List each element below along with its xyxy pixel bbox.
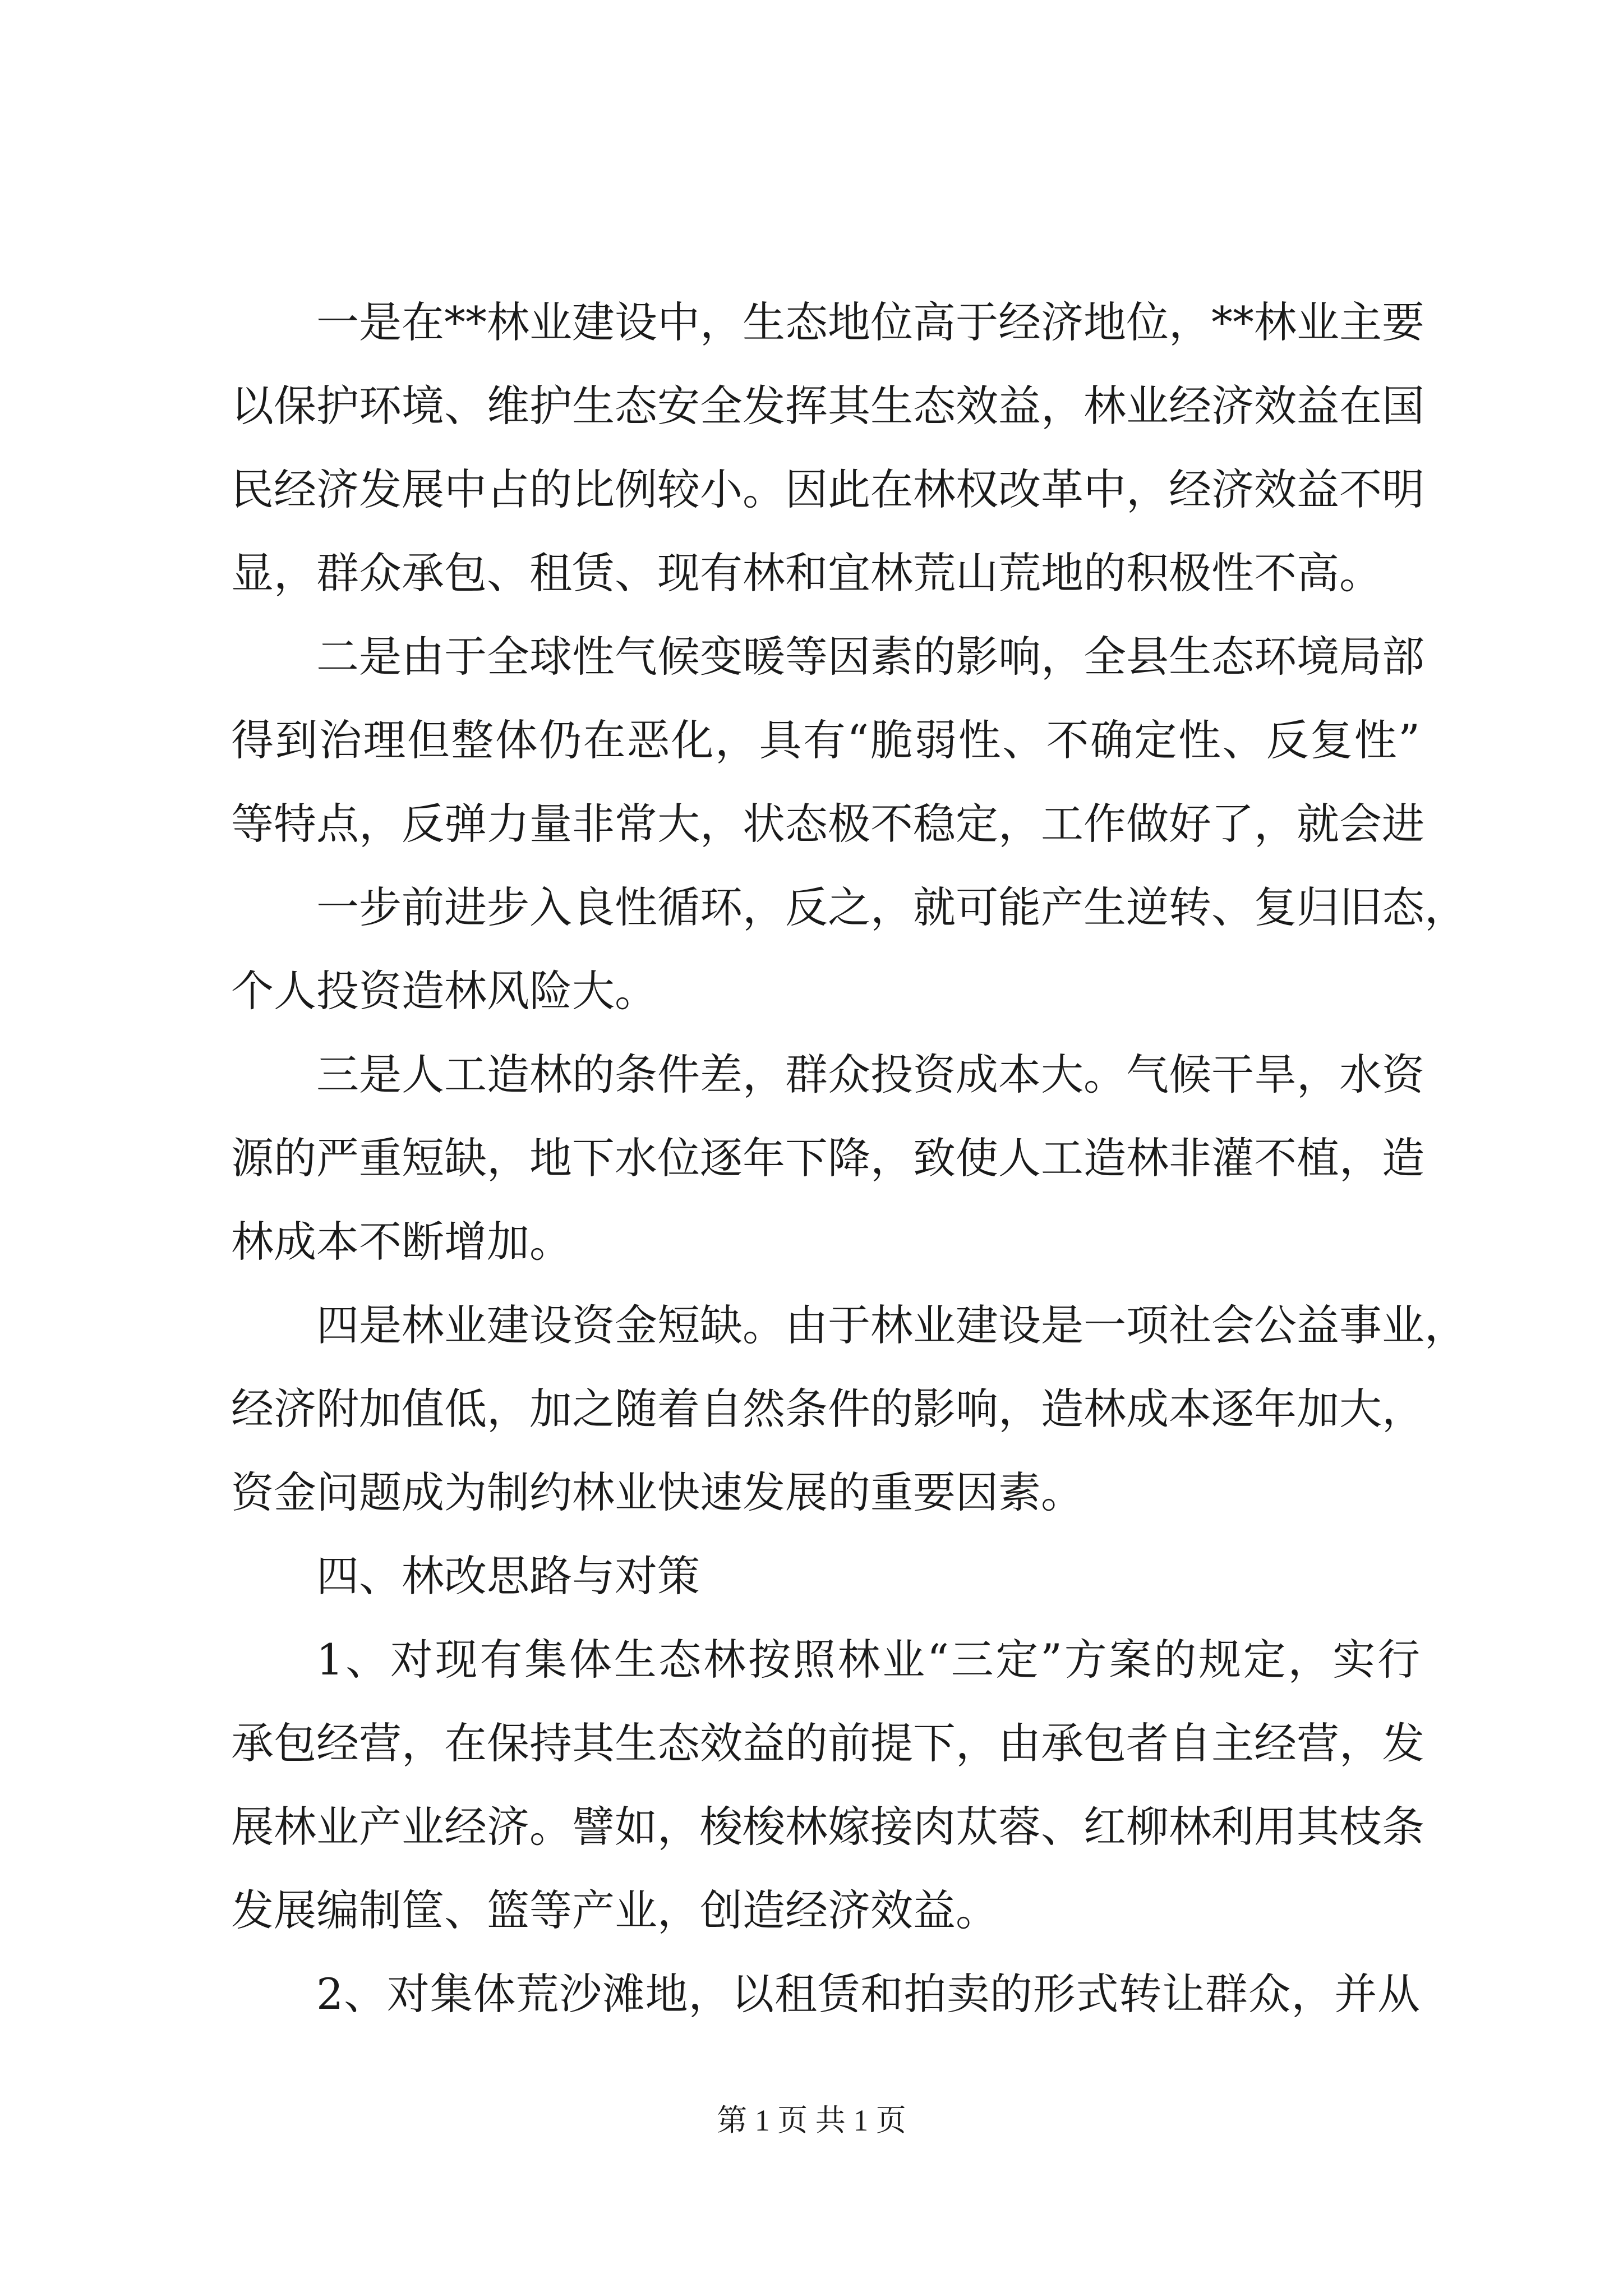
paragraph-5-line-1: 1、对现有集体生态林按照林业“三定”方案的规定，实行 — [316, 1635, 1420, 1685]
paragraph-1-line-2: 以保护环境、维护生态安全发挥其生态效益，林业经济效益在国 — [231, 381, 1424, 431]
paragraph-2-line-4: 一步前进步入良性循环，反之，就可能产生逆转、复归旧态， — [316, 882, 1467, 932]
paragraph-4-line-3: 资金问题成为制约林业快速发展的重要因素。 — [231, 1467, 1083, 1517]
paragraph-3-line-1: 三是人工造林的条件差，群众投资成本大。气候干旱，水资 — [316, 1050, 1424, 1099]
paragraph-2-line-1: 二是由于全球性气候变暖等因素的影响，全县生态环境局部 — [316, 632, 1424, 682]
paragraph-1-line-4: 显，群众承包、租赁、现有林和宜林荒山荒地的积极性不高。 — [231, 548, 1382, 598]
section-heading: 四、林改思路与对策 — [316, 1551, 700, 1601]
page-footer: 第 1 页 共 1 页 — [717, 2104, 906, 2137]
document-body — [231, 280, 1467, 2036]
paragraph-4-line-2: 经济附加值低，加之随着自然条件的影响，造林成本逐年加大， — [231, 1384, 1424, 1434]
paragraph-6-line-1: 2、对集体荒沙滩地，以租赁和拍卖的形式转让群众，并从 — [316, 1969, 1420, 2019]
paragraph-5-line-3: 展林业产业经济。譬如，梭梭林嫁接肉苁蓉、红柳林利用其枝条 — [231, 1802, 1424, 1852]
paragraph-2-line-2: 得到治理但整体仍在恶化，具有“脆弱性、不确定性、反复性” — [231, 715, 1420, 765]
paragraph-2-line-5: 个人投资造林风险大。 — [231, 966, 657, 1016]
paragraph-3-line-3: 林成本不断增加。 — [231, 1217, 572, 1267]
paragraph-5-line-4: 发展编制筐、篮等产业，创造经济效益。 — [231, 1885, 998, 1935]
paragraph-5-line-2: 承包经营，在保持其生态效益的前提下，由承包者自主经营，发 — [231, 1718, 1424, 1768]
paragraph-3-line-2: 源的严重短缺，地下水位逐年下降，致使人工造林非灌不植，造 — [231, 1133, 1424, 1183]
paragraph-1-line-3: 民经济发展中占的比例较小。因此在林权改革中，经济效益不明 — [231, 464, 1424, 514]
paragraph-2-line-3: 等特点，反弹力量非常大，状态极不稳定，工作做好了，就会进 — [231, 799, 1424, 849]
paragraph-4-line-1: 四是林业建设资金短缺。由于林业建设是一项社会公益事业， — [316, 1300, 1467, 1350]
paragraph-1-line-1: 一是在**林业建设中，生态地位高于经济地位，**林业主要 — [316, 297, 1424, 347]
